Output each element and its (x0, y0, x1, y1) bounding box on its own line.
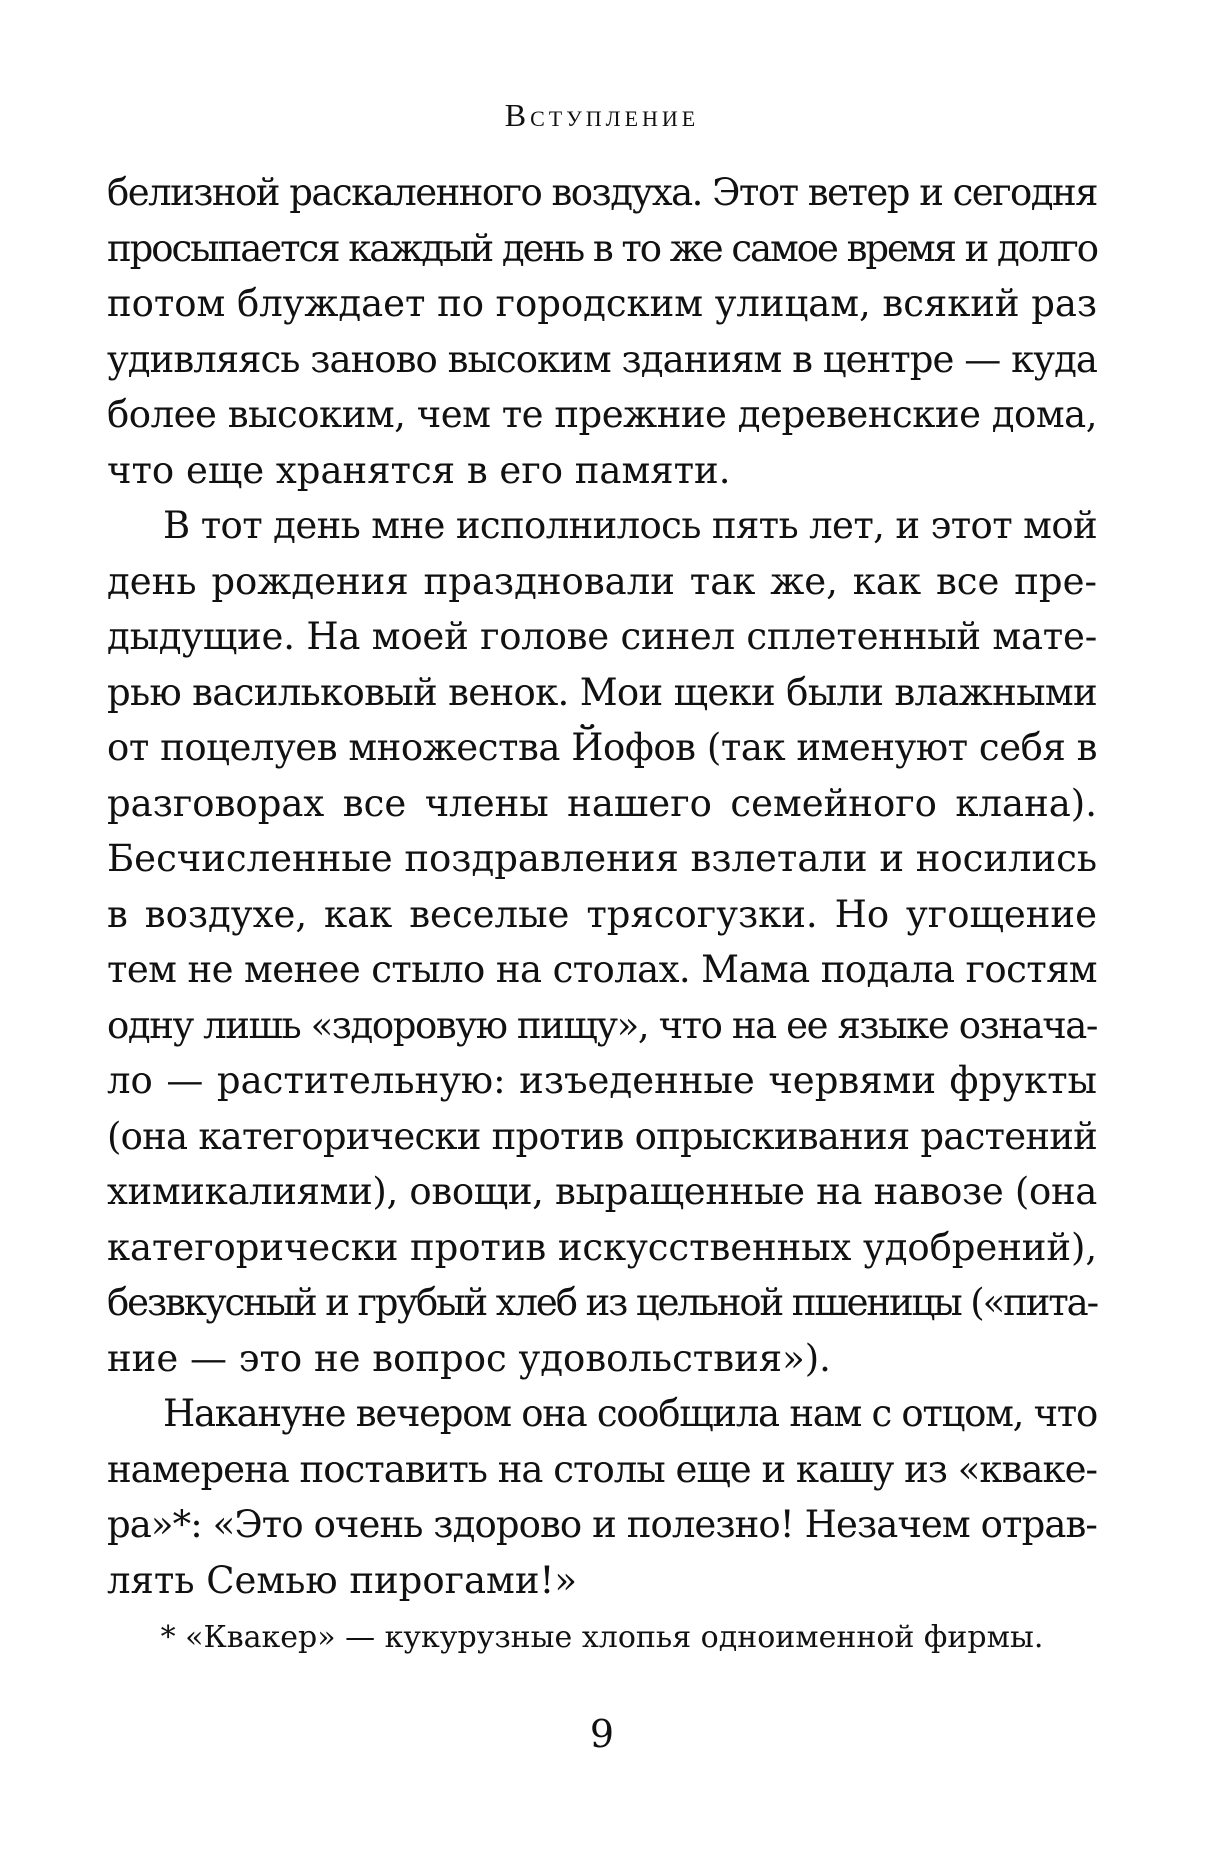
text-line: В тот день мне исполнилось пять лет, и этот мой (163, 504, 1098, 547)
paragraph-2 (107, 498, 1097, 1386)
text-line: дыдущие. На моей голове синел сплетенный мате- (107, 615, 1098, 658)
paragraph-3 (107, 1386, 1097, 1608)
running-head: Вступление (504, 97, 700, 133)
text-line: ло — растительную: изъеденные червями фрукты (107, 1059, 1097, 1102)
text-line: безвкусный и грубый хлеб из цельной пшеницы («пита- (107, 1281, 1097, 1324)
text-line: тем не менее стыло на столах. Мама подала гостям (107, 948, 1097, 991)
text-line: Бесчисленные поздравления взлетали и носились (107, 837, 1098, 880)
text-line: ра»*: «Это очень здорово и полезно! Незачем отрав- (107, 1503, 1098, 1546)
text-line: в воздухе, как веселые трясогузки. Но угощение (107, 892, 1097, 936)
body-text (107, 165, 1097, 1608)
page-number: 9 (589, 1712, 615, 1756)
text-line: более высоким, чем те прежние деревенские дома, (107, 393, 1098, 436)
text-line: белизной раскаленного воздуха. Этот ветер и сегодня (107, 171, 1097, 214)
text-line: категорически против искусственных удобрений), (107, 1225, 1097, 1269)
text-line: химикалиями), овощи, выращенные на навозе (она (107, 1170, 1097, 1213)
text-line: намерена поставить на столы еще и кашу из «кваке- (107, 1447, 1097, 1491)
text-line: потом блуждает по городским улицам, всякий раз (107, 282, 1098, 325)
text-line: что еще хранятся в его памяти. (107, 448, 731, 492)
text-line: одну лишь «здоровую пищу», что на ее языке означа- (107, 1003, 1097, 1047)
text-line: Накануне вечером она сообщила нам с отцом, что (163, 1392, 1098, 1435)
text-line: рью васильковый венок. Мои щеки были влажными (107, 670, 1097, 714)
text-line: ние — это не вопрос удовольствия»). (107, 1336, 831, 1380)
text-line: день рождения праздновали так же, как все пре- (107, 559, 1098, 603)
footnote: * «Квакер» — кукурузные хлопья одноименной фирмы. (160, 1620, 1044, 1655)
text-line: (она категорически против опрыскивания растений (107, 1114, 1098, 1158)
paragraph-1 (107, 165, 1097, 498)
text-line: лять Семью пирогами!» (107, 1558, 577, 1602)
text-line: удивляясь заново высоким зданиям в центре — куда (107, 337, 1097, 381)
text-line: разговорах все члены нашего семейного клана). (107, 781, 1097, 825)
book-page (107, 0, 1097, 1860)
text-line: от поцелуев множества Йофов (так именуют себя в (107, 726, 1097, 769)
text-line: просыпается каждый день в то же самое время и долго (107, 226, 1098, 270)
